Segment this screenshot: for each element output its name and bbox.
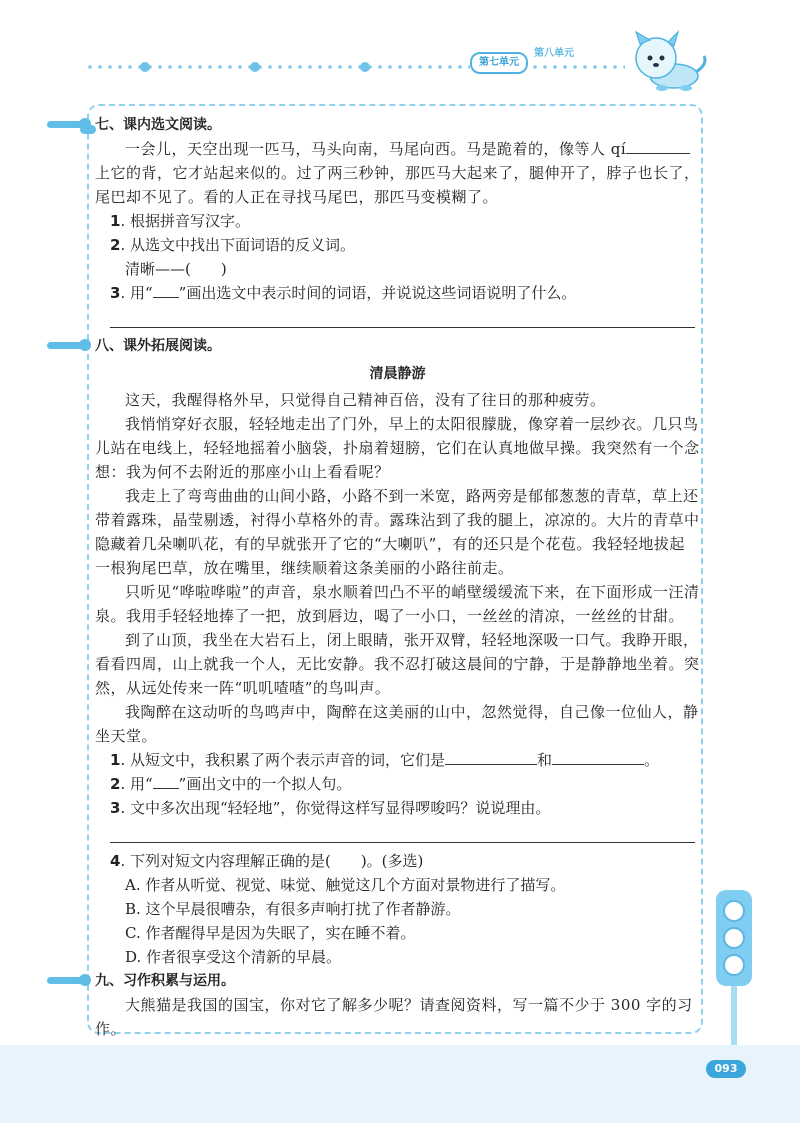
traffic-light-icon — [716, 890, 752, 986]
dog-mascot-icon — [624, 30, 710, 96]
option-b[interactable]: B. 这个早晨很嘈杂，有很多声响打扰了作者静游。 — [125, 900, 461, 918]
option-c[interactable]: C. 作者醒得早是因为失眠了，实在睡不着。 — [125, 924, 416, 942]
question-number: 2 — [110, 236, 121, 254]
underline-sample — [153, 283, 179, 298]
section-7-q2 — [95, 233, 700, 257]
story-paragraph: 只听见“哗啦哗啦”的声音，泉水顺着凹凸不平的峭壁缓缓流下来，在下面形成一汪清泉。我用手轻轻地捧了一把，放到唇边，喝了一小口，一丝丝的清凉，一丝丝的甘甜。 — [95, 583, 700, 625]
question-number: 1 — [110, 751, 121, 769]
section-8-q4 — [95, 849, 700, 873]
section-9-title-text: 九、习作积累与运用。 — [95, 973, 235, 989]
section-7-q2-item[interactable]: 清晰——( ) — [125, 260, 227, 278]
section-8-title — [95, 334, 700, 358]
question-number: 1 — [110, 212, 121, 230]
question-text: ”画出选文中表示时间的词语，并说说这些词语说明了什么。 — [178, 284, 577, 302]
question-text: . 用“ — [120, 284, 153, 302]
question-text: . 文中多次出现“轻轻地”，你觉得这样写显得啰唆吗？说说理由。 — [120, 799, 551, 817]
pinyin-answer-blank[interactable] — [626, 139, 690, 154]
page-number: 093 — [706, 1060, 746, 1078]
section-7-q3 — [95, 281, 700, 305]
header-dot — [250, 62, 260, 72]
question-text: 。 — [644, 751, 660, 769]
section-7-passage — [95, 137, 700, 209]
writing-prompt: 大熊猫是我国的国宝，你对它了解多少呢？请查阅资料，写一篇不少于 300 字的习作。 — [95, 996, 693, 1038]
story-title: 清晨静游 — [369, 366, 426, 382]
question-number: 3 — [110, 799, 121, 817]
story-paragraph: 这天，我醒得格外早，只觉得自己精神百倍，没有了往日的那种疲劳。 — [125, 391, 606, 409]
section-8-title-text: 八、课外拓展阅读。 — [95, 338, 221, 354]
option-a[interactable]: A. 作者从听觉、视觉、味觉、触觉这几个方面对景物进行了描写。 — [125, 876, 566, 894]
section-9-title — [95, 969, 700, 993]
question-text: . 从短文中，我积累了两个表示声音的词，它们是 — [120, 751, 445, 769]
section-7-title — [95, 113, 700, 137]
answer-line[interactable] — [110, 828, 695, 843]
story-paragraph: 我陶醉在这动听的鸟鸣声中，陶醉在这美丽的山中，忽然觉得，自己像一位仙人，静坐天堂。 — [95, 703, 699, 745]
sound-word-blank-2[interactable] — [552, 750, 644, 765]
story-paragraph: 到了山顶，我坐在大岩石上，闭上眼睛，张开双臂，轻轻地深吸一口气。我睁开眼，看看四周，山上就我一个人，无比安静。我不忍打破这晨间的宁静，于是静静地坐着。突然，从远处传来一阵“叽叽喳喳”的鸟叫声。 — [95, 631, 700, 697]
section-7-q1 — [95, 209, 700, 233]
question-number: 4 — [110, 852, 121, 870]
next-unit-label[interactable]: 第八单元 — [534, 48, 574, 59]
passage-part-1: 一会儿，天空出现一匹马，马头向南，马尾向西。马是跪着的，像等人 qí — [125, 140, 627, 158]
answer-line[interactable] — [110, 313, 695, 328]
question-text: . 下列对短文内容理解正确的是( )。(多选) — [120, 852, 424, 870]
header-dot — [360, 62, 370, 72]
footer-band — [0, 1045, 800, 1123]
option-d[interactable]: D. 作者很享受这个清新的早晨。 — [125, 948, 342, 966]
question-text: ”画出文中的一个拟人句。 — [178, 775, 352, 793]
section-marker — [47, 121, 87, 128]
section-marker — [47, 977, 87, 984]
question-text: . 根据拼音写汉字。 — [120, 212, 250, 230]
story-paragraph: 我悄悄穿好衣服，轻轻地走出了门外，早上的太阳很朦胧，像穿着一层纱衣。几只鸟儿站在电线上，轻轻地摇着小脑袋，扑扇着翅膀，它们在认真地做早操。我突然有一个念想：我为何不去附近的那座小山上看看呢？ — [95, 415, 700, 481]
section-marker — [47, 342, 87, 349]
section-7-title-text: 七、课内选文阅读。 — [95, 117, 221, 133]
underline-sample — [153, 774, 179, 789]
question-text: . 用“ — [120, 775, 153, 793]
section-8-q3 — [95, 796, 700, 820]
section-8-q1 — [95, 748, 700, 772]
question-number: 3 — [110, 284, 121, 302]
section-8-q2 — [95, 772, 700, 796]
worksheet-content — [95, 113, 700, 1041]
current-unit-tab[interactable]: 第七单元 — [470, 52, 528, 74]
question-text: . 从选文中找出下面词语的反义词。 — [120, 236, 355, 254]
passage-part-2: 上它的背，它才站起来似的。过了两三秒钟，那匹马大起来了，腿伸开了，脖子也长了，尾巴却不见了。看的人正在寻找马尾巴，那匹马变模糊了。 — [95, 164, 700, 206]
question-number: 2 — [110, 775, 121, 793]
question-text: 和 — [536, 751, 552, 769]
header-dotted-line-right — [530, 64, 625, 70]
header-dot — [140, 62, 150, 72]
story-paragraph: 我走上了弯弯曲曲的山间小路，小路不到一米宽，路两旁是郁郁葱葱的青草，草上还带着露珠，晶莹剔透，衬得小草格外的青。露珠沾到了我的腿上，凉凉的。大片的青草中隐藏着几朵喇叭花，有的早就张开了它的“大喇叭”，有的还只是个花苞。我轻轻地拔起一根狗尾巴草，放在嘴里，继续顺着这条美丽的小路往前走。 — [95, 487, 700, 577]
sound-word-blank-1[interactable] — [445, 750, 537, 765]
